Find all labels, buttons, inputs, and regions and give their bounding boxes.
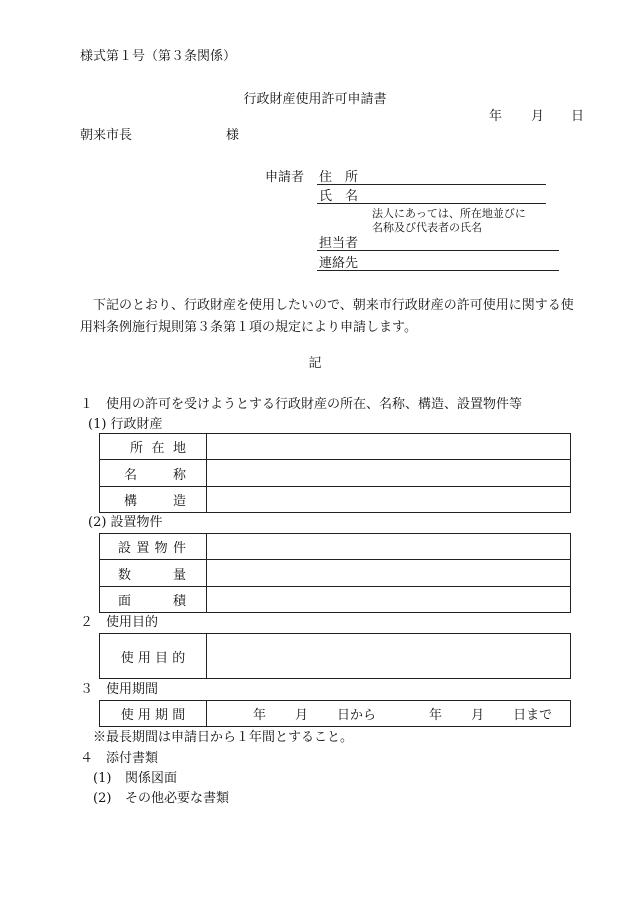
ki-heading: 記 [308, 356, 322, 371]
location-value-cell[interactable] [207, 434, 571, 460]
contact-line[interactable] [317, 270, 559, 271]
attachment-1-num: (1) [93, 771, 112, 786]
addressee-name: 朝来市長 [80, 128, 133, 143]
installed-char-3: 物 [154, 541, 168, 556]
date-year: 年 [489, 109, 503, 124]
name-char-3: 称 [172, 467, 186, 483]
structure-char-3: 造 [172, 494, 186, 509]
section3-heading: ３ 使用期間 [80, 682, 159, 697]
to-year: 年 [429, 708, 443, 723]
contact-label: 連絡先 [319, 256, 359, 271]
quantity-char-4: 量 [172, 567, 186, 583]
section1-sub1: (1) 行政財産 [88, 417, 163, 432]
date-month: 月 [531, 109, 545, 124]
location-char-1: 所 [130, 441, 144, 456]
purpose-label: 使 用 目 的 [120, 650, 186, 666]
address-line[interactable] [317, 184, 546, 185]
to-day: 日まで [513, 708, 553, 723]
from-day: 日から [337, 708, 377, 723]
structure-value-cell[interactable] [207, 487, 571, 513]
document-title: 行政財産使用許可申請書 [243, 92, 387, 107]
property-row-name [100, 460, 571, 487]
attachment-1-text: 関係図面 [125, 771, 178, 786]
structure-char-1: 構 [124, 494, 138, 509]
period-label: 使 用 期 間 [120, 708, 186, 723]
property-table [99, 433, 571, 513]
property-name-value-cell[interactable] [207, 460, 571, 487]
contact-person-label: 担当者 [319, 236, 359, 251]
installed-char-1: 設 [118, 541, 132, 556]
period-value-cell[interactable] [207, 701, 571, 727]
period-table [99, 700, 571, 727]
period-note: ※最長期間は申請日から１年間とすること。 [93, 730, 354, 745]
purpose-row [100, 634, 571, 679]
quantity-char-1: 数 [118, 567, 132, 583]
installed-items-table [99, 533, 571, 613]
area-char-1: 面 [118, 594, 132, 609]
address-label: 住 所 [319, 170, 359, 185]
intro-paragraph: 下記のとおり、行政財産を使用したいので、朝来市行政財産の許可使用に関する使用料条例施行規則第３条第１項の規定により申請します。 [80, 298, 574, 335]
installed-value-cell[interactable] [207, 534, 571, 560]
applicant-label: 申請者 [265, 170, 305, 185]
contact-person-line[interactable] [317, 250, 559, 251]
section1-heading: １ 使用の許可を受けようとする行政財産の所在、名称、構造、設置物件等 [80, 397, 523, 412]
corp-note-line1: 法人にあっては、所在地並びに [372, 207, 526, 220]
items-row-installed [100, 534, 571, 560]
form-number: 様式第１号（第３条関係） [80, 49, 237, 64]
location-char-2: 在 [151, 441, 165, 456]
name-line[interactable] [317, 203, 546, 204]
installed-char-4: 件 [172, 541, 186, 556]
property-row-structure [100, 487, 571, 513]
to-month: 月 [471, 708, 485, 723]
name-char-1: 名 [124, 467, 138, 483]
addressee-honorific: 様 [226, 128, 240, 143]
quantity-value-cell[interactable] [207, 560, 571, 587]
purpose-table [99, 633, 571, 679]
date-day: 日 [571, 109, 585, 124]
period-row [100, 701, 571, 727]
section1-sub2: (2) 設置物件 [88, 515, 163, 530]
name-label: 氏 名 [319, 189, 359, 204]
items-row-area [100, 587, 571, 613]
purpose-value-cell[interactable] [207, 634, 571, 679]
section2-heading: ２ 使用目的 [80, 615, 159, 630]
section4-heading: ４ 添付書類 [80, 751, 159, 766]
location-char-3: 地 [172, 441, 186, 456]
attachment-2-num: (2) [93, 791, 112, 806]
property-row-location [100, 434, 571, 460]
corp-note-line2: 名称及び代表者の氏名 [372, 221, 482, 234]
from-year: 年 [253, 708, 267, 723]
installed-char-2: 置 [136, 541, 150, 556]
attachment-2-text: その他必要な書類 [125, 791, 230, 806]
area-char-4: 積 [172, 594, 186, 609]
from-month: 月 [295, 708, 309, 723]
area-value-cell[interactable] [207, 587, 571, 613]
items-row-quantity [100, 560, 571, 587]
